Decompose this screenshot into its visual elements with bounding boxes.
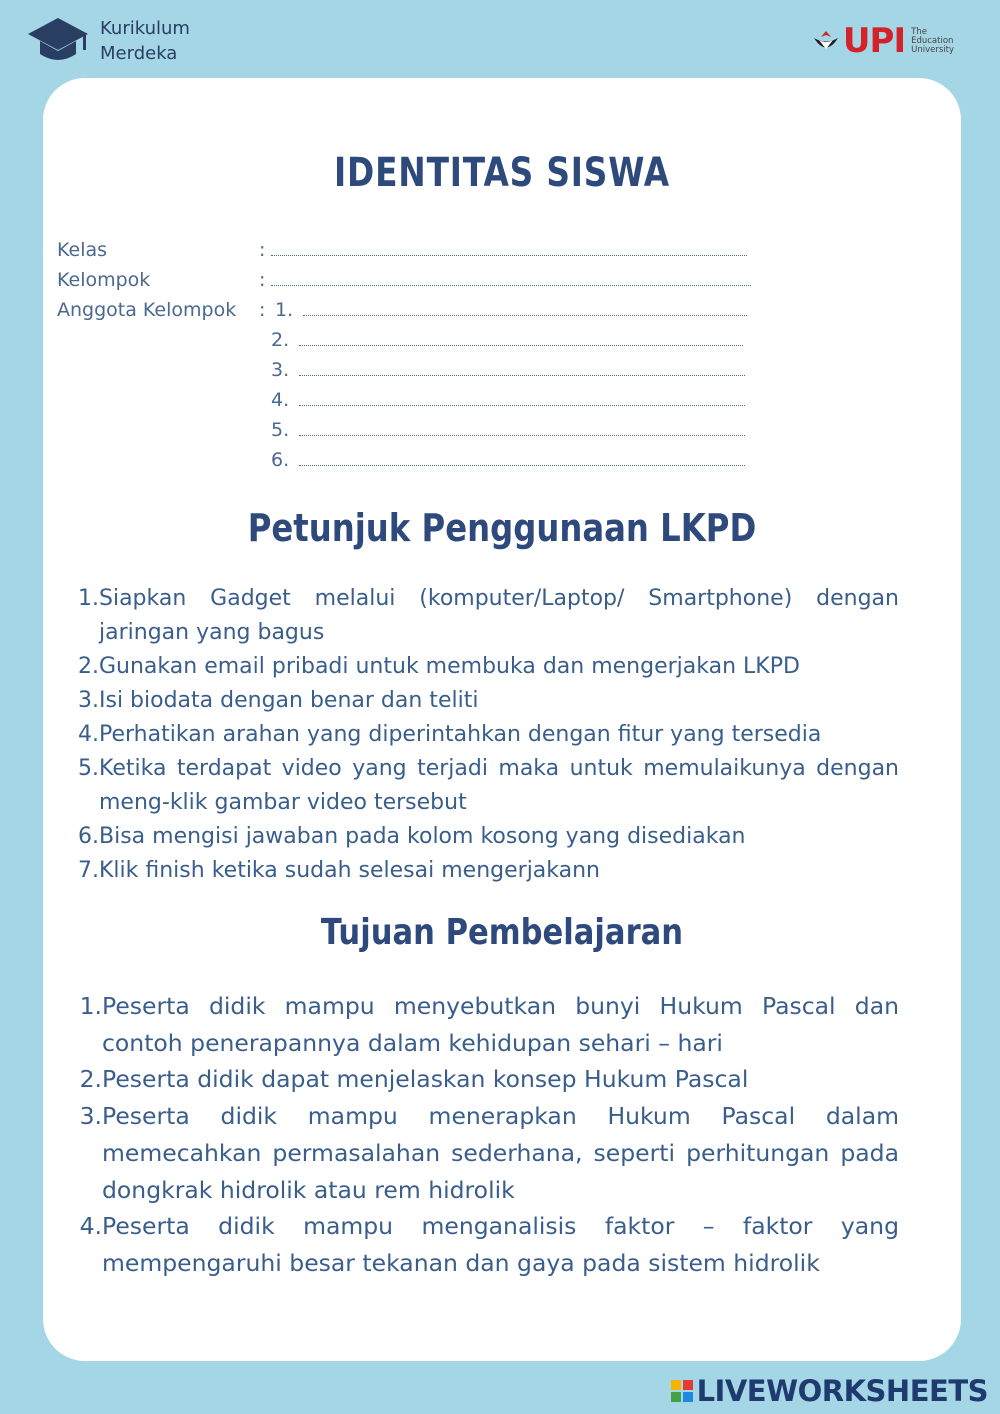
member-num: 3. <box>271 359 290 381</box>
member-input-line[interactable] <box>299 358 745 376</box>
member-num: 2. <box>271 329 290 351</box>
item-text: Ketika terdapat video yang terjadi maka untuk memulaikunya dengan meng-klik gambar video tersebut <box>99 756 899 815</box>
member-input-line[interactable] <box>303 298 747 316</box>
field-sep: : <box>259 269 266 291</box>
upi-logo-text: UPI <box>842 21 906 61</box>
member-row <box>275 295 747 325</box>
member-num: 4. <box>271 389 290 411</box>
item-text: Isi biodata dengan benar dan teliti <box>99 688 479 713</box>
curriculum-label <box>100 16 190 66</box>
member-input-line[interactable] <box>299 388 745 406</box>
upi-sub-2: Education <box>911 35 954 46</box>
member-num: 1. <box>275 299 294 321</box>
item-number: 1. <box>79 992 102 1020</box>
item-number: 6. <box>78 824 99 849</box>
field-kelas <box>57 235 747 265</box>
item-text: Bisa mengisi jawaban pada kolom kosong yang disediakan <box>99 824 746 849</box>
field-label: Kelompok <box>57 269 151 291</box>
liveworksheets-logo[interactable] <box>671 1374 988 1408</box>
upi-sub-3: University <box>911 44 954 55</box>
member-num: 6. <box>271 449 290 471</box>
item-number: 5. <box>78 756 99 781</box>
instructions-list <box>77 582 899 888</box>
member-num: 5. <box>271 419 290 441</box>
item-number: 1. <box>78 586 99 611</box>
list-item <box>77 820 899 854</box>
item-text: Peserta didik mampu menerapkan Hukum Pascal dalam memecahkan permasalahan sederhana, seperti perhitungan pada dongkrak hidrolik atau rem hidrolik <box>102 1102 899 1204</box>
liveworksheets-text: LIVEWORKSHEETS <box>696 1374 988 1408</box>
instructions-title: Petunjuk Penggunaan LKPD <box>247 506 757 550</box>
item-number: 7. <box>78 858 99 883</box>
list-item <box>77 854 899 888</box>
field-sep: : <box>259 239 266 261</box>
upi-logo-subtitle <box>911 28 954 55</box>
member-input-line[interactable] <box>299 448 745 466</box>
list-item <box>77 752 899 820</box>
kelas-input-line[interactable] <box>271 238 747 256</box>
list-item <box>77 988 899 1061</box>
member-input-line[interactable] <box>299 418 745 436</box>
objectives-list <box>77 988 899 1282</box>
item-text: Klik finish ketika sudah selesai mengerjakann <box>99 858 601 883</box>
upi-emblem-icon <box>813 29 839 53</box>
graduation-cap-icon <box>26 16 90 66</box>
upi-logo <box>813 21 954 61</box>
list-item <box>77 582 899 650</box>
member-input-line[interactable] <box>299 328 743 346</box>
item-text: Perhatikan arahan yang diperintahkan dengan fitur yang tersedia <box>99 722 822 747</box>
kelompok-input-line[interactable] <box>271 268 751 286</box>
list-item <box>77 1061 899 1098</box>
item-text: Peserta didik mampu menyebutkan bunyi Hukum Pascal dan contoh penerapannya dalam kehidupan sehari – hari <box>102 992 899 1057</box>
liveworksheets-blocks-icon <box>671 1380 693 1402</box>
field-sep: : <box>259 299 266 321</box>
member-row <box>271 415 745 445</box>
list-item <box>77 650 899 684</box>
field-anggota <box>57 295 265 325</box>
list-item <box>77 1208 899 1281</box>
member-row <box>271 355 745 385</box>
identity-title: IDENTITAS SISWA <box>334 150 670 196</box>
curriculum-brand <box>26 16 190 66</box>
item-text: Siapkan Gadget melalui (komputer/Laptop/ Smartphone) dengan jaringan yang bagus <box>99 586 899 645</box>
member-row <box>271 385 745 415</box>
field-kelompok <box>57 265 751 295</box>
field-label: Kelas <box>57 239 108 261</box>
item-number: 3. <box>78 688 99 713</box>
item-text: Peserta didik mampu menganalisis faktor – faktor yang mempengaruhi besar tekanan dan gaya pada sistem hidrolik <box>102 1212 899 1277</box>
item-number: 4. <box>78 722 99 747</box>
item-text: Gunakan email pribadi untuk membuka dan mengerjakan LKPD <box>99 654 800 679</box>
brand-line-1: Kurikulum <box>100 18 190 39</box>
item-number: 3. <box>79 1102 102 1131</box>
list-item <box>77 718 899 752</box>
item-number: 2. <box>78 654 99 679</box>
field-label: Anggota Kelompok <box>57 299 237 321</box>
list-item <box>77 1098 899 1208</box>
brand-line-2: Merdeka <box>100 43 178 64</box>
list-item <box>77 684 899 718</box>
item-number: 4. <box>79 1212 102 1241</box>
objectives-title: Tujuan Pembelajaran <box>320 912 684 953</box>
item-text: Peserta didik dapat menjelaskan konsep Hukum Pascal <box>102 1065 749 1094</box>
upi-sub-1: The <box>911 26 927 37</box>
member-row <box>271 325 743 355</box>
item-number: 2. <box>79 1065 102 1094</box>
worksheet-card <box>43 78 961 1361</box>
member-row <box>271 445 745 475</box>
